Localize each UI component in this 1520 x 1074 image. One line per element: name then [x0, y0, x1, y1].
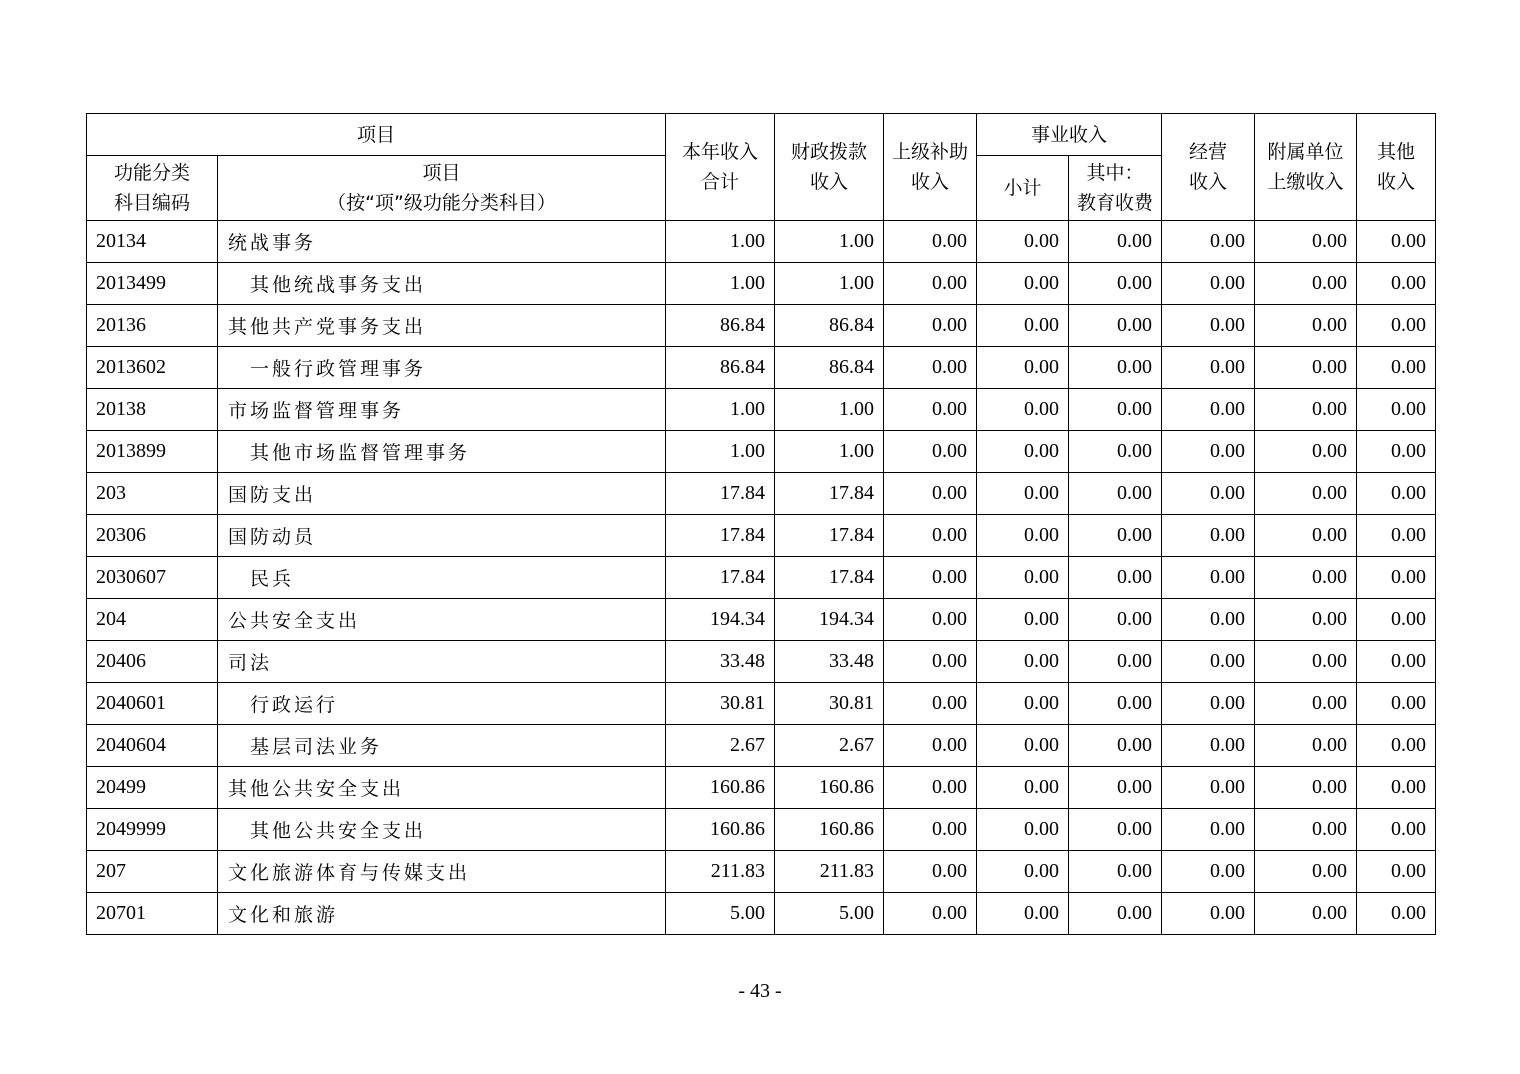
header-business-group: 事业收入	[977, 114, 1162, 156]
row-value: 0.00	[977, 851, 1069, 893]
table-row	[87, 767, 1436, 809]
row-value: 0.00	[1357, 515, 1436, 557]
row-value: 0.00	[1162, 725, 1255, 767]
row-value: 0.00	[1255, 893, 1357, 935]
row-value: 0.00	[1357, 347, 1436, 389]
row-code: 204	[87, 599, 218, 641]
row-value: 17.84	[666, 473, 775, 515]
row-value: 17.84	[666, 515, 775, 557]
row-value: 0.00	[1357, 221, 1436, 263]
row-value: 17.84	[775, 473, 884, 515]
row-value: 30.81	[775, 683, 884, 725]
row-value: 0.00	[1069, 221, 1162, 263]
row-value: 0.00	[1162, 641, 1255, 683]
row-value: 0.00	[884, 851, 977, 893]
row-value: 0.00	[1162, 347, 1255, 389]
table-row	[87, 347, 1436, 389]
row-value: 86.84	[666, 347, 775, 389]
row-name: 其他统战事务支出	[218, 263, 666, 305]
row-value: 0.00	[1357, 851, 1436, 893]
row-value: 0.00	[1162, 557, 1255, 599]
row-code: 20406	[87, 641, 218, 683]
row-value: 0.00	[884, 557, 977, 599]
row-value: 0.00	[884, 347, 977, 389]
row-code: 207	[87, 851, 218, 893]
row-value: 0.00	[884, 431, 977, 473]
row-value: 2.67	[775, 725, 884, 767]
row-value: 33.48	[775, 641, 884, 683]
row-value: 0.00	[1069, 305, 1162, 347]
row-value: 0.00	[977, 263, 1069, 305]
row-code: 2013602	[87, 347, 218, 389]
row-code: 20138	[87, 389, 218, 431]
row-value: 0.00	[884, 599, 977, 641]
header-item-group: 项目	[87, 114, 666, 156]
row-value: 0.00	[1069, 683, 1162, 725]
row-name: 文化和旅游	[218, 893, 666, 935]
row-value: 1.00	[775, 431, 884, 473]
header-edu: 其中： 教育收费	[1069, 156, 1162, 221]
income-table	[86, 113, 1436, 935]
row-value: 211.83	[666, 851, 775, 893]
header-row-1	[87, 114, 1436, 156]
row-value: 0.00	[884, 473, 977, 515]
table-row	[87, 641, 1436, 683]
row-code: 2030607	[87, 557, 218, 599]
row-value: 0.00	[977, 515, 1069, 557]
row-value: 0.00	[1255, 725, 1357, 767]
row-name: 其他公共安全支出	[218, 767, 666, 809]
row-value: 1.00	[666, 389, 775, 431]
table-row	[87, 473, 1436, 515]
row-name: 其他公共安全支出	[218, 809, 666, 851]
row-name: 国防支出	[218, 473, 666, 515]
row-value: 0.00	[977, 473, 1069, 515]
row-value: 0.00	[1255, 557, 1357, 599]
row-value: 0.00	[1162, 431, 1255, 473]
row-value: 0.00	[1255, 431, 1357, 473]
row-value: 0.00	[1069, 389, 1162, 431]
row-code: 2040604	[87, 725, 218, 767]
row-value: 0.00	[1069, 473, 1162, 515]
row-name: 其他市场监督管理事务	[218, 431, 666, 473]
row-value: 0.00	[1255, 809, 1357, 851]
row-value: 0.00	[977, 221, 1069, 263]
row-value: 0.00	[884, 641, 977, 683]
header-code: 功能分类 科目编码	[87, 156, 218, 221]
row-value: 0.00	[1162, 599, 1255, 641]
row-value: 0.00	[884, 809, 977, 851]
row-name: 一般行政管理事务	[218, 347, 666, 389]
row-value: 0.00	[1162, 851, 1255, 893]
row-code: 20136	[87, 305, 218, 347]
row-value: 0.00	[1357, 683, 1436, 725]
row-value: 17.84	[775, 557, 884, 599]
row-value: 0.00	[977, 389, 1069, 431]
row-code: 203	[87, 473, 218, 515]
row-value: 0.00	[977, 557, 1069, 599]
row-value: 0.00	[1162, 305, 1255, 347]
table-row	[87, 893, 1436, 935]
row-value: 0.00	[1255, 263, 1357, 305]
row-value: 1.00	[666, 221, 775, 263]
row-value: 30.81	[666, 683, 775, 725]
row-value: 0.00	[1255, 767, 1357, 809]
row-value: 0.00	[1255, 515, 1357, 557]
row-name: 行政运行	[218, 683, 666, 725]
row-value: 0.00	[977, 305, 1069, 347]
row-name: 司法	[218, 641, 666, 683]
row-value: 0.00	[884, 305, 977, 347]
row-value: 0.00	[1069, 515, 1162, 557]
row-value: 160.86	[775, 767, 884, 809]
row-value: 0.00	[977, 809, 1069, 851]
row-value: 0.00	[1255, 851, 1357, 893]
header-other: 其他 收入	[1357, 114, 1436, 221]
row-value: 0.00	[1255, 389, 1357, 431]
row-value: 0.00	[1162, 683, 1255, 725]
row-value: 1.00	[775, 263, 884, 305]
row-value: 0.00	[977, 767, 1069, 809]
row-value: 0.00	[884, 767, 977, 809]
row-value: 0.00	[1357, 263, 1436, 305]
row-value: 0.00	[977, 725, 1069, 767]
row-value: 0.00	[977, 683, 1069, 725]
row-value: 5.00	[666, 893, 775, 935]
row-value: 0.00	[1069, 599, 1162, 641]
row-value: 0.00	[1255, 221, 1357, 263]
row-value: 0.00	[977, 431, 1069, 473]
row-value: 0.00	[1255, 641, 1357, 683]
row-value: 0.00	[977, 599, 1069, 641]
row-name: 文化旅游体育与传媒支出	[218, 851, 666, 893]
header-operating: 经营 收入	[1162, 114, 1255, 221]
row-value: 0.00	[1069, 767, 1162, 809]
row-code: 20499	[87, 767, 218, 809]
row-code: 2013499	[87, 263, 218, 305]
row-value: 0.00	[1357, 473, 1436, 515]
table-row	[87, 305, 1436, 347]
row-code: 2049999	[87, 809, 218, 851]
table-body	[87, 221, 1436, 935]
row-name: 民兵	[218, 557, 666, 599]
row-value: 0.00	[884, 725, 977, 767]
row-value: 0.00	[1069, 725, 1162, 767]
row-code: 20306	[87, 515, 218, 557]
row-value: 86.84	[775, 347, 884, 389]
row-value: 0.00	[1162, 767, 1255, 809]
row-code: 2040601	[87, 683, 218, 725]
row-value: 0.00	[1162, 473, 1255, 515]
row-value: 0.00	[1255, 305, 1357, 347]
row-value: 160.86	[666, 767, 775, 809]
header-subtotal: 小计	[977, 156, 1069, 221]
row-value: 17.84	[775, 515, 884, 557]
row-value: 0.00	[1069, 893, 1162, 935]
row-name: 公共安全支出	[218, 599, 666, 641]
row-value: 0.00	[1069, 557, 1162, 599]
row-value: 86.84	[666, 305, 775, 347]
table-row	[87, 683, 1436, 725]
row-value: 0.00	[1162, 809, 1255, 851]
header-total: 本年收入 合计	[666, 114, 775, 221]
row-value: 0.00	[1069, 347, 1162, 389]
table-row	[87, 431, 1436, 473]
row-name: 市场监督管理事务	[218, 389, 666, 431]
row-value: 1.00	[775, 221, 884, 263]
row-value: 0.00	[1357, 725, 1436, 767]
row-value: 33.48	[666, 641, 775, 683]
row-code: 20701	[87, 893, 218, 935]
row-value: 0.00	[1162, 263, 1255, 305]
row-value: 0.00	[1162, 221, 1255, 263]
row-value: 0.00	[884, 263, 977, 305]
page-number: - 43 -	[738, 980, 782, 1002]
table-row	[87, 725, 1436, 767]
row-value: 0.00	[1069, 851, 1162, 893]
row-value: 0.00	[1255, 473, 1357, 515]
row-value: 160.86	[775, 809, 884, 851]
row-value: 0.00	[1162, 389, 1255, 431]
row-name: 国防动员	[218, 515, 666, 557]
row-value: 0.00	[1357, 557, 1436, 599]
row-value: 0.00	[884, 893, 977, 935]
row-value: 0.00	[1357, 641, 1436, 683]
row-value: 0.00	[1357, 389, 1436, 431]
row-value: 0.00	[1357, 809, 1436, 851]
row-name: 其他共产党事务支出	[218, 305, 666, 347]
row-value: 0.00	[1162, 515, 1255, 557]
table-row	[87, 389, 1436, 431]
row-value: 0.00	[1357, 893, 1436, 935]
row-value: 0.00	[1255, 599, 1357, 641]
row-value: 1.00	[775, 389, 884, 431]
row-value: 0.00	[1357, 599, 1436, 641]
table-row	[87, 851, 1436, 893]
row-value: 0.00	[1069, 431, 1162, 473]
table-row	[87, 515, 1436, 557]
row-value: 0.00	[1255, 347, 1357, 389]
row-value: 0.00	[1069, 263, 1162, 305]
row-name: 基层司法业务	[218, 725, 666, 767]
row-value: 160.86	[666, 809, 775, 851]
header-name: 项目 （按“项”级功能分类科目）	[218, 156, 666, 221]
row-value: 0.00	[977, 347, 1069, 389]
row-value: 0.00	[1162, 893, 1255, 935]
row-value: 0.00	[1357, 305, 1436, 347]
row-value: 86.84	[775, 305, 884, 347]
header-affiliated: 附属单位 上缴收入	[1255, 114, 1357, 221]
row-name: 统战事务	[218, 221, 666, 263]
row-value: 1.00	[666, 263, 775, 305]
row-value: 0.00	[884, 389, 977, 431]
row-value: 194.34	[666, 599, 775, 641]
row-value: 17.84	[666, 557, 775, 599]
header-fiscal: 财政拨款 收入	[775, 114, 884, 221]
row-value: 0.00	[884, 683, 977, 725]
table-row	[87, 221, 1436, 263]
row-value: 194.34	[775, 599, 884, 641]
table-row	[87, 809, 1436, 851]
row-value: 0.00	[884, 221, 977, 263]
row-value: 5.00	[775, 893, 884, 935]
table-row	[87, 263, 1436, 305]
row-code: 20134	[87, 221, 218, 263]
row-code: 2013899	[87, 431, 218, 473]
row-value: 0.00	[977, 641, 1069, 683]
row-value: 0.00	[884, 515, 977, 557]
row-value: 0.00	[1357, 767, 1436, 809]
row-value: 0.00	[1255, 683, 1357, 725]
table-row	[87, 557, 1436, 599]
header-superior: 上级补助 收入	[884, 114, 977, 221]
row-value: 211.83	[775, 851, 884, 893]
table-row	[87, 599, 1436, 641]
row-value: 0.00	[1069, 641, 1162, 683]
row-value: 1.00	[666, 431, 775, 473]
row-value: 0.00	[1357, 431, 1436, 473]
income-table-container	[86, 113, 1435, 935]
row-value: 0.00	[977, 893, 1069, 935]
row-value: 2.67	[666, 725, 775, 767]
row-value: 0.00	[1069, 809, 1162, 851]
